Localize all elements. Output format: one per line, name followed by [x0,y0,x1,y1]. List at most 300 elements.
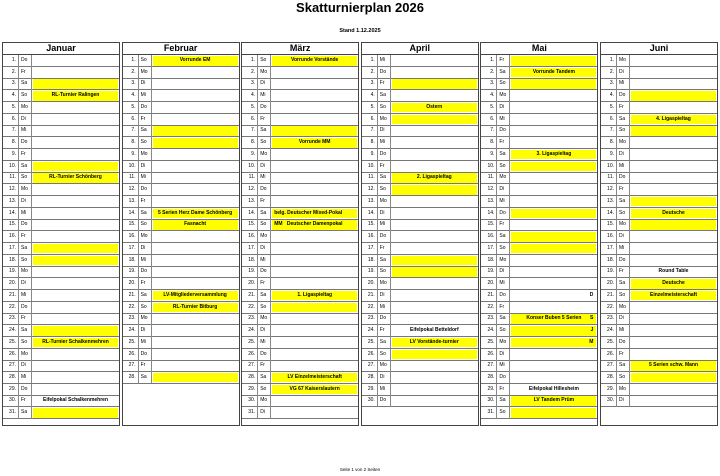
day-row [601,149,717,161]
day-row [123,360,239,372]
day-number: 11. [362,172,378,184]
event-label: 5 Serien schw. Mann [649,362,698,369]
weekday-label: Do [379,313,391,325]
weekday-label: Fr [259,196,271,208]
day-row [481,290,597,302]
day-number: 3. [481,78,497,90]
day-number: 19. [123,266,139,278]
event-label: 5 Serien Herz Dame Schönberg [157,209,233,216]
day-row [3,55,119,67]
day-number: 20. [123,278,139,290]
weekday-label: Di [498,184,510,196]
weekday-label: Mi [379,384,391,396]
day-row [242,337,358,349]
weekday-label: Do [618,255,630,267]
weekday-label: So [498,243,510,255]
weekday-label: Di [140,161,152,173]
day-number: 1. [3,55,19,67]
event-cell [272,56,357,66]
weekday-label: Do [20,55,32,67]
day-number: 8. [123,137,139,149]
event-cell [511,408,596,418]
day-row [481,302,597,314]
day-row [242,266,358,278]
day-number: 5. [242,102,258,114]
event-label: Deutsche [662,209,685,216]
day-row [3,208,119,220]
weekday-label: Mi [498,196,510,208]
event-label: 3. Ligaspieltag [536,150,572,157]
event-cell [272,126,357,136]
day-number: 13. [242,196,258,208]
event-cell [511,79,596,89]
day-row [362,278,478,290]
day-row [362,78,478,90]
day-row [601,137,717,149]
stand-date: Stand 1.12.2025 [339,28,381,34]
day-number: 10. [123,161,139,173]
day-number: 2. [362,67,378,79]
day-row [123,90,239,102]
day-row [123,149,239,161]
day-row [3,372,119,384]
day-number: 22. [601,302,617,314]
event-label: LV Vorstände-turnier [409,338,459,345]
day-number: 18. [3,255,19,267]
weekday-label: Mo [498,90,510,102]
weekday-label: Di [379,372,391,384]
day-number: 14. [3,208,19,220]
weekday-label: Fr [379,243,391,255]
day-number: 29. [601,384,617,396]
day-row [3,149,119,161]
day-row [601,395,717,407]
weekday-label: Do [20,137,32,149]
day-number: 31. [3,407,19,419]
event-label: RL-Turnier Ralingen [51,92,100,99]
weekday-label: Sa [140,125,152,137]
day-row [242,90,358,102]
day-number: 13. [3,196,19,208]
day-row [481,67,597,79]
month-header: April [362,43,478,55]
day-number: 20. [242,278,258,290]
event-cell [511,56,596,66]
day-row [123,161,239,173]
day-number: 29. [362,384,378,396]
weekday-label: Mi [259,337,271,349]
event-label: Eifelpokal Schalkenmehren [42,397,109,404]
day-row [3,67,119,79]
day-row [601,102,717,114]
event-cell [33,162,118,172]
day-number: 7. [123,125,139,137]
weekday-label: Mo [379,114,391,126]
day-number: 9. [601,149,617,161]
day-row [601,302,717,314]
weekday-label: Mo [618,384,630,396]
month-column-3 [361,42,479,426]
weekday-label: So [379,184,391,196]
day-row [481,278,597,290]
weekday-label: Mi [379,219,391,231]
day-row [3,337,119,349]
weekday-label: Di [379,208,391,220]
day-number: 15. [3,219,19,231]
event-cell [511,68,596,78]
event-label: Eifelpokal Betteldorf [409,327,459,334]
day-number: 17. [481,243,497,255]
day-number: 3. [362,78,378,90]
weekday-label: Do [379,149,391,161]
weekday-label: Mo [259,67,271,79]
weekday-label: Sa [498,149,510,161]
event-marker: J [590,327,594,334]
event-marker: M [589,338,594,345]
event-cell [153,373,238,383]
day-row [242,137,358,149]
day-row [242,395,358,407]
day-number: 12. [601,184,617,196]
day-number: 3. [3,78,19,90]
weekday-label: Fr [20,149,32,161]
day-number: 11. [242,172,258,184]
day-number: 21. [3,290,19,302]
event-cell [33,408,118,418]
day-row [601,325,717,337]
day-number: 11. [3,172,19,184]
day-number: 28. [242,372,258,384]
weekday-label: So [259,137,271,149]
weekday-label: Mo [20,349,32,361]
day-row [3,278,119,290]
day-number: 8. [601,137,617,149]
day-row [123,372,239,384]
weekday-label: Fr [498,219,510,231]
weekday-label: Mo [259,149,271,161]
day-number: 29. [481,384,497,396]
event-prefix: MM [274,221,283,228]
day-number: 24. [601,325,617,337]
weekday-label: Do [20,302,32,314]
event-cell [33,244,118,254]
day-row [3,360,119,372]
day-number: 16. [242,231,258,243]
day-row [481,395,597,407]
day-number: 4. [3,90,19,102]
weekday-label: Mo [618,55,630,67]
day-row [362,302,478,314]
day-number: 1. [601,55,617,67]
day-number: 31. [242,407,258,419]
weekday-label: So [379,349,391,361]
weekday-label: Mo [259,395,271,407]
weekday-label: So [259,302,271,314]
day-row [3,184,119,196]
day-row [481,313,597,325]
day-row [601,384,717,396]
weekday-label: So [259,384,271,396]
weekday-label: Mi [618,243,630,255]
day-number: 25. [242,337,258,349]
month-column-4 [480,42,598,426]
day-row [601,290,717,302]
weekday-label: Mo [20,266,32,278]
weekday-label: Sa [259,372,271,384]
weekday-label: Fr [140,360,152,372]
day-row [362,266,478,278]
day-number: 6. [601,114,617,126]
day-number: 15. [601,219,617,231]
event-cell [272,209,357,219]
event-cell [392,185,477,195]
day-number: 21. [481,290,497,302]
weekday-label: Di [259,407,271,419]
weekday-label: Do [498,372,510,384]
event-cell [153,303,238,313]
weekday-label: Mi [259,255,271,267]
weekday-label: Mi [618,78,630,90]
weekday-label: Sa [20,243,32,255]
day-row [242,161,358,173]
day-row [3,407,119,419]
weekday-label: Di [259,78,271,90]
weekday-label: So [140,137,152,149]
weekday-label: Di [618,313,630,325]
weekday-label: Mo [618,302,630,314]
day-row [362,384,478,396]
day-row [362,90,478,102]
month-header: Januar [3,43,119,55]
day-row [242,149,358,161]
weekday-label: Sa [140,208,152,220]
weekday-label: Mo [140,231,152,243]
day-row [123,337,239,349]
weekday-label: Fr [20,67,32,79]
day-row [3,384,119,396]
day-number: 24. [3,325,19,337]
event-cell [392,267,477,277]
event-cell [392,115,477,125]
day-row [481,349,597,361]
weekday-label: So [259,219,271,231]
weekday-label: Di [259,161,271,173]
day-row [601,172,717,184]
day-number: 24. [123,325,139,337]
weekday-label: Di [379,125,391,137]
weekday-label: Mo [140,149,152,161]
day-row [242,172,358,184]
calendar-grid [2,42,718,426]
day-row [362,55,478,67]
day-number: 12. [123,184,139,196]
weekday-label: Sa [20,325,32,337]
event-label: Eifelpokal Hillesheim [528,385,579,392]
day-row [481,384,597,396]
day-row [601,231,717,243]
weekday-label: Mi [140,255,152,267]
weekday-label: Mo [259,231,271,243]
day-number: 18. [242,255,258,267]
event-cell [272,373,357,383]
event-cell [631,373,716,383]
day-number: 5. [601,102,617,114]
weekday-label: Sa [618,196,630,208]
day-row [123,266,239,278]
weekday-label: So [498,325,510,337]
day-number: 17. [123,243,139,255]
day-row [362,137,478,149]
day-number: 10. [3,161,19,173]
day-row [601,313,717,325]
day-number: 23. [242,313,258,325]
event-label: RL-Turnier Bitburg [172,303,218,310]
event-cell [33,326,118,336]
month-column-1 [122,42,240,426]
day-row [123,302,239,314]
event-cell [33,338,118,348]
event-cell [153,138,238,148]
day-number: 20. [601,278,617,290]
event-cell [33,173,118,183]
day-row [481,114,597,126]
weekday-label: So [498,78,510,90]
weekday-label: So [20,172,32,184]
weekday-label: Fr [140,278,152,290]
day-row [601,219,717,231]
day-number: 6. [481,114,497,126]
event-cell [511,326,596,336]
day-row [242,184,358,196]
day-number: 27. [3,360,19,372]
weekday-label: So [259,55,271,67]
weekday-label: Do [20,384,32,396]
weekday-label: Fr [20,313,32,325]
day-row [242,290,358,302]
day-row [123,278,239,290]
weekday-label: Do [140,102,152,114]
event-cell [33,91,118,101]
day-number: 23. [601,313,617,325]
day-row [362,219,478,231]
day-number: 14. [123,208,139,220]
weekday-label: Di [618,395,630,407]
day-number: 17. [362,243,378,255]
day-row [601,208,717,220]
weekday-label: So [618,208,630,220]
day-row [481,55,597,67]
day-number: 12. [362,184,378,196]
day-number: 13. [601,196,617,208]
event-label: 4. Ligaspieltag [656,115,691,122]
month-header: Februar [123,43,239,55]
weekday-label: Di [259,243,271,255]
day-number: 8. [362,137,378,149]
day-number: 14. [481,208,497,220]
day-number: 30. [362,395,378,407]
day-number: 7. [362,125,378,137]
day-number: 9. [481,149,497,161]
weekday-label: Do [618,90,630,102]
day-row [242,407,358,419]
day-number: 17. [3,243,19,255]
day-row [123,172,239,184]
day-number: 24. [242,325,258,337]
day-row [242,231,358,243]
day-number: 2. [601,67,617,79]
weekday-label: Mo [618,137,630,149]
day-number: 27. [123,360,139,372]
day-number: 16. [481,231,497,243]
weekday-label: Do [379,231,391,243]
weekday-label: Di [379,290,391,302]
weekday-label: Sa [20,407,32,419]
day-number: 5. [3,102,19,114]
event-label: Einzelmeisterschaft [650,291,697,298]
event-label: 2. Ligaspieltag [416,174,452,181]
day-number: 30. [3,395,19,407]
weekday-label: Do [140,184,152,196]
day-number: 23. [362,313,378,325]
day-number: 25. [3,337,19,349]
day-row [123,313,239,325]
weekday-label: Sa [140,290,152,302]
day-row [242,325,358,337]
day-row [123,231,239,243]
day-number: 13. [362,196,378,208]
day-row [3,161,119,173]
day-number: 15. [362,219,378,231]
day-row [481,325,597,337]
weekday-label: Fr [618,349,630,361]
day-row [3,255,119,267]
weekday-label: Sa [20,78,32,90]
day-row [3,302,119,314]
event-cell [33,256,118,266]
day-number: 16. [3,231,19,243]
day-number: 11. [481,172,497,184]
event-label: Ostern [426,103,443,110]
day-number: 30. [601,395,617,407]
day-number: 27. [242,360,258,372]
weekday-label: Mo [20,102,32,114]
day-number: 28. [123,372,139,384]
day-number: 13. [123,196,139,208]
weekday-label: Sa [379,90,391,102]
event-cell [153,56,238,66]
event-cell [33,79,118,89]
event-cell [511,314,596,324]
weekday-label: Mi [618,161,630,173]
day-row [242,102,358,114]
weekday-label: Mi [20,372,32,384]
event-cell [631,361,716,371]
event-label: LV-Mitgliederversammlung [163,291,227,298]
event-label: Vorrunde Vorstände [291,57,339,63]
event-label: 1. Ligaspieltag [297,291,333,298]
day-row [362,255,478,267]
weekday-label: Mo [379,196,391,208]
day-number: 5. [362,102,378,114]
event-label: Vorrunde Tandem [532,68,575,75]
weekday-label: Mi [618,325,630,337]
day-row [242,114,358,126]
day-number: 19. [481,266,497,278]
day-row [3,313,119,325]
day-number: 28. [481,372,497,384]
weekday-label: Di [20,114,32,126]
day-number: 21. [601,290,617,302]
